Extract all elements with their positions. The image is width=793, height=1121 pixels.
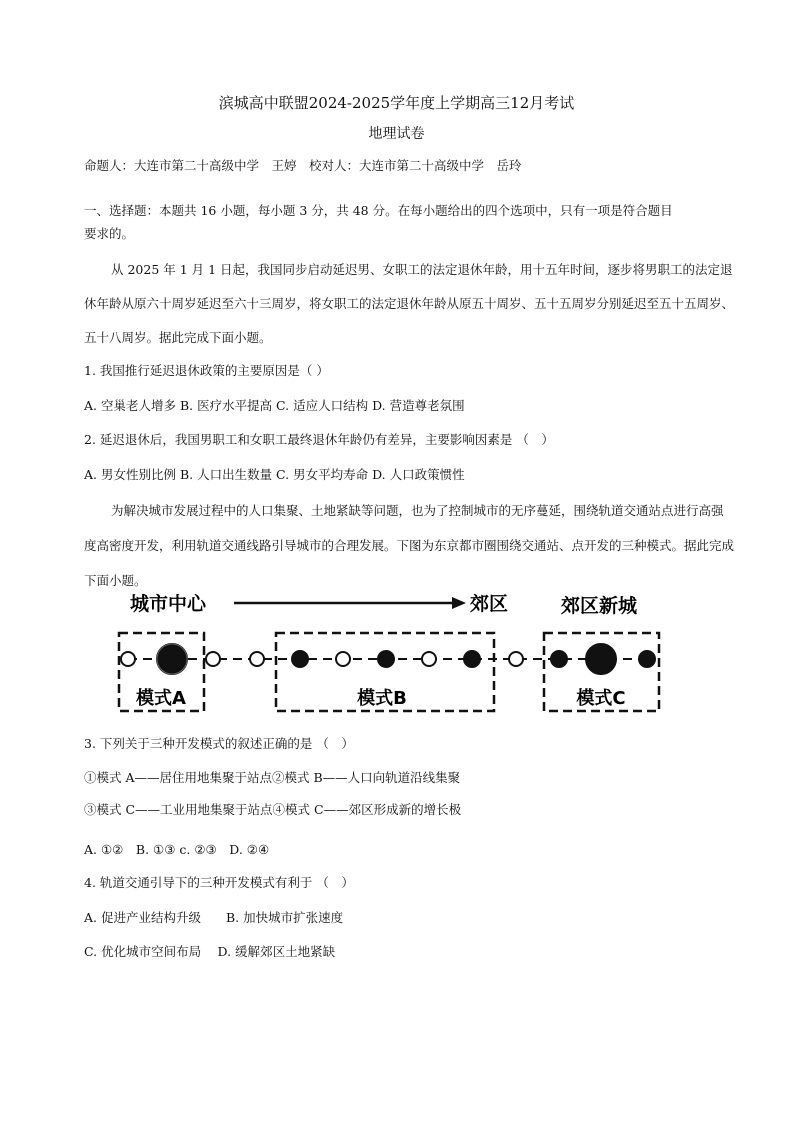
station-filled bbox=[378, 651, 394, 667]
passage1-line-2: 休年龄从原六十周岁延迟至六十三周岁，将女职工的法定退休年龄从原五十周岁、五十五周岁分别延迟至五十五周岁、 bbox=[84, 296, 735, 311]
question-4-options-1: A. 促进产业结构升级 B. 加快城市扩张速度 bbox=[84, 910, 344, 925]
station-filled bbox=[639, 651, 655, 667]
question-1-options: A. 空巢老人增多 B. 医疗水平提高 C. 适应人口结构 D. 营造尊老氛围 bbox=[84, 398, 465, 413]
passage1-line-3: 五十八周岁。据此完成下面小题。 bbox=[84, 330, 272, 345]
question-2-options: A. 男女性别比例 B. 人口出生数量 C. 男女平均寿命 D. 人口政策惯性 bbox=[84, 467, 465, 482]
station-major bbox=[586, 644, 616, 674]
section-instruction-line-1: 一、选择题：本题共 16 小题，每小题 3 分，共 48 分。在每小题给出的四个选项中，只有一项是符合题目 bbox=[84, 203, 673, 218]
station-open bbox=[422, 652, 436, 666]
author-line: 命题人：大连市第二十高级中学 王婷 校对人：大连市第二十高级中学 岳玲 bbox=[84, 158, 522, 173]
suburb-label: 郊区 bbox=[470, 593, 509, 615]
station-open bbox=[336, 652, 350, 666]
station-open bbox=[509, 652, 523, 666]
station-open bbox=[121, 652, 135, 666]
question-3-statements-1: ①模式 A——居住用地集聚于站点②模式 B——人口向轨道沿线集聚 bbox=[84, 770, 461, 785]
question-4-options-2: C. 优化城市空间布局 D. 缓解郊区土地紧缺 bbox=[84, 944, 336, 959]
direction-arrow-head bbox=[452, 597, 466, 609]
question-1-stem: 1. 我国推行延迟退休政策的主要原因是（ ） bbox=[84, 363, 329, 378]
mode-c-label: 模式C bbox=[576, 688, 626, 709]
section-instruction-line-2: 要求的。 bbox=[84, 226, 135, 241]
development-modes-diagram bbox=[114, 588, 669, 720]
new-town-label: 郊区新城 bbox=[561, 595, 638, 617]
station-open bbox=[206, 652, 220, 666]
subject-title: 地理试卷 bbox=[368, 126, 425, 142]
city-center-label: 城市中心 bbox=[130, 593, 207, 615]
passage2-line-1: 为解决城市发展过程中的人口集聚、土地紧缺等问题，也为了控制城市的无序蔓延，围绕轨道交通站点进行高强 bbox=[111, 503, 724, 518]
station-filled bbox=[464, 651, 480, 667]
station-filled bbox=[551, 651, 567, 667]
station-filled bbox=[292, 651, 308, 667]
exam-title: 滨城高中联盟2024-2025学年度上学期高三12月考试 bbox=[218, 94, 575, 112]
question-3-options: A. ①② B. ①③ c. ②③ D. ②④ bbox=[84, 842, 270, 857]
question-4-stem: 4. 轨道交通引导下的三种开发模式有利于 （ ） bbox=[84, 875, 354, 890]
passage2-line-3: 下面小题。 bbox=[84, 573, 147, 588]
question-2-stem: 2. 延迟退休后，我国男职工和女职工最终退休年龄仍有差异，主要影响因素是 （ ） bbox=[84, 432, 554, 447]
question-3-stem: 3. 下列关于三种开发模式的叙述正确的是 （ ） bbox=[84, 736, 354, 751]
question-3-statements-2: ③模式 C——工业用地集聚于站点④模式 C——郊区形成新的增长极 bbox=[84, 802, 462, 817]
station-open bbox=[250, 652, 264, 666]
mode-b-label: 模式B bbox=[357, 688, 407, 709]
passage1-line-1: 从 2025 年 1 月 1 日起，我国同步启动延迟男、女职工的法定退休年龄，用十五年时间，逐步将男职工的法定退 bbox=[111, 262, 733, 277]
passage2-line-2: 度高密度开发，利用轨道交通线路引导城市的合理发展。下图为东京都市圈围绕交通站、点开发的三种模式。据此完成 bbox=[84, 538, 735, 553]
mode-a-label: 模式A bbox=[136, 688, 186, 709]
